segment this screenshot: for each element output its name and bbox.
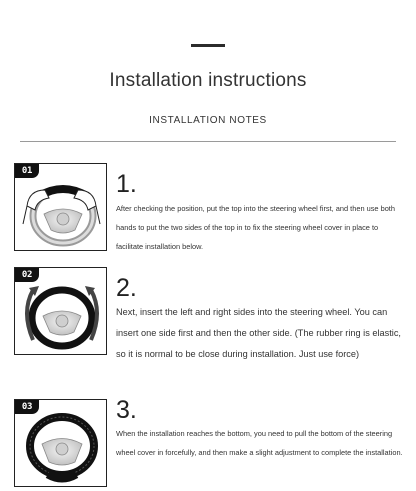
decorative-top-bar <box>191 44 225 47</box>
page-title: Installation instructions <box>109 70 307 91</box>
step-3-number: 3. <box>116 396 137 424</box>
step-1-badge: 01 <box>15 164 39 178</box>
step-1-text: After checking the position, put the top into the steering wheel first, and then use both hands to put the two sides of the top in to fix the steering wheel cover in place to facilitate installation below. <box>116 204 395 251</box>
step-2-number: 2. <box>116 274 137 302</box>
step-3-illustration-frame <box>14 399 107 487</box>
step-1-illustration-frame <box>14 163 107 251</box>
step-1-number: 1. <box>116 170 137 198</box>
step-2-text: Next, insert the left and right sides into the steering wheel. You can insert one side first and then the other side. (The rubber ring is elastic, so it is normal to be close during installation. Just use force) <box>116 307 401 359</box>
step-3-text: When the installation reaches the bottom, you need to pull the bottom of the steering wheel cover in forcefully, and then make a slight adjustment to complete the installation. <box>116 429 403 457</box>
step-2-illustration-frame <box>14 267 107 355</box>
section-divider <box>20 141 396 142</box>
step-3-badge: 03 <box>15 400 39 414</box>
step-2-badge: 02 <box>15 268 39 282</box>
section-title: INSTALLATION NOTES <box>149 115 267 126</box>
